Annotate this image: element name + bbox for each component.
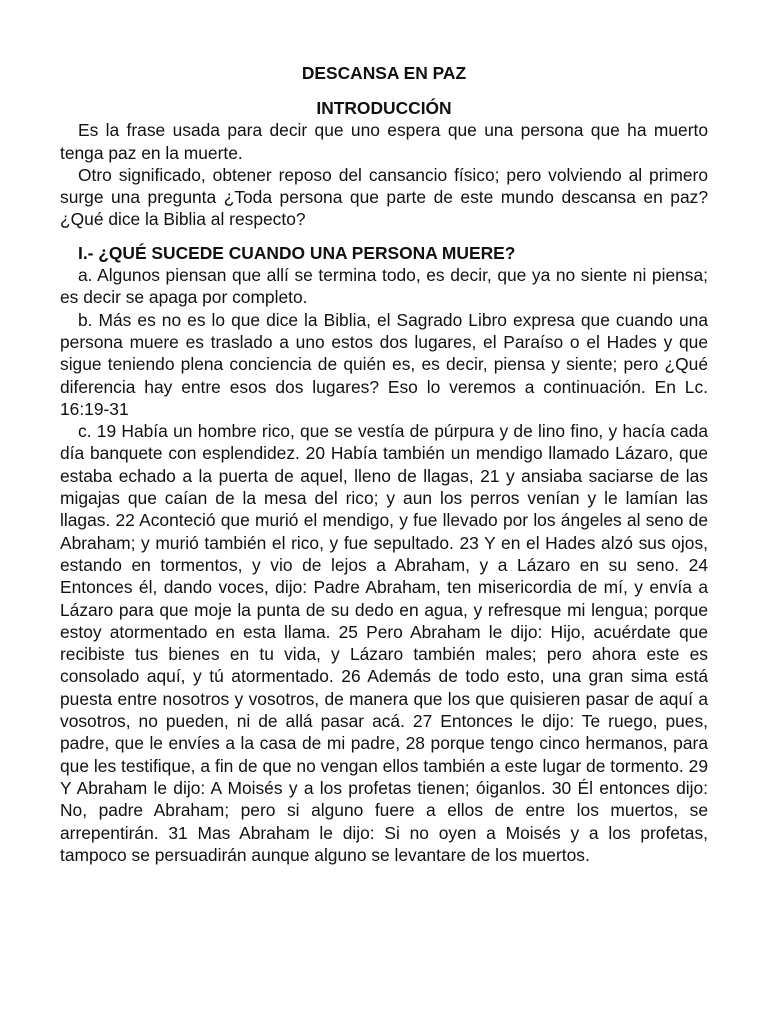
section-1-heading: I.- ¿QUÉ SUCEDE CUANDO UNA PERSONA MUERE? [78, 242, 516, 263]
document-page [60, 62, 708, 866]
document-title: DESCANSA EN PAZ [301, 63, 467, 83]
section-1-item-b: b. Más es no es lo que dice la Biblia, el Sagrado Libro expresa que cuando una persona muere es traslado a uno estos dos lugares, el Paraíso o el Hades y que sigue teniendo plena conciencia de quién es, es decir, piensa y siente; pero ¿Qué diferencia hay entre esos dos lugares? Eso lo veremos a continuación. En Lc. 16:19-31 [60, 309, 708, 419]
intro-paragraph-1: Es la frase usada para decir que uno espera que una persona que ha muerto tenga paz en la muerte. [60, 120, 708, 163]
introduction-heading: INTRODUCCIÓN [316, 98, 452, 118]
section-1-item-c: c. 19 Había un hombre rico, que se vestía de púrpura y de lino fino, y hacía cada día banquete con esplendidez. 20 Había también un mendigo llamado Lázaro, que estaba echado a la puerta de aquel, lleno de llagas, 21 y ansiaba saciarse de las migajas que caían de la mesa del rico; y aun los perros venían y le lamían las llagas. 22 Aconteció que murió el mendigo, y fue llevado por los ángeles al seno de Abraham; y murió también el rico, y fue sepultado. 23 Y en el Hades alzó sus ojos, estando en tormentos, y vio de lejos a Abraham, y a Lázaro en su seno. 24 Entonces él, dando voces, dijo: Padre Abraham, ten misericordia de mí, y envía a Lázaro para que moje la punta de su dedo en agua, y refresque mi lengua; porque estoy atormentado en esta llama. 25 Pero Abraham le dijo: Hijo, acuérdate que recibiste tus bienes en tu vida, y Lázaro también males; pero ahora este es consolado aquí, y tú atormentado. 26 Además de todo esto, una gran sima está puesta entre nosotros y vosotros, de manera que los que quisieren pasar de aquí a vosotros, no pueden, ni de allá pasar acá. 27 Entonces le dijo: Te ruego, pues, padre, que le envíes a la casa de mi padre, 28 porque tengo cinco hermanos, para que les testifique, a fin de que no vengan ellos también a este lugar de tormento. 29 Y Abraham le dijo: A Moisés y a los profetas tienen; óiganlos. 30 Él entonces dijo: No, padre Abraham; pero si alguno fuere a ellos de entre los muertos, se arrepentirán. 31 Mas Abraham le dijo: Si no oyen a Moisés y a los profetas, tampoco se persuadirán aunque alguno se levantare de los muertos. [60, 421, 708, 865]
section-1-item-a: a. Algunos piensan que allí se termina todo, es decir, que ya no siente ni piensa; es decir se apaga por completo. [60, 265, 708, 308]
intro-paragraph-2: Otro significado, obtener reposo del cansancio físico; pero volviendo al primero surge una pregunta ¿Toda persona que parte de este mundo descansa en paz? ¿Qué dice la Biblia al respecto? [60, 164, 708, 230]
